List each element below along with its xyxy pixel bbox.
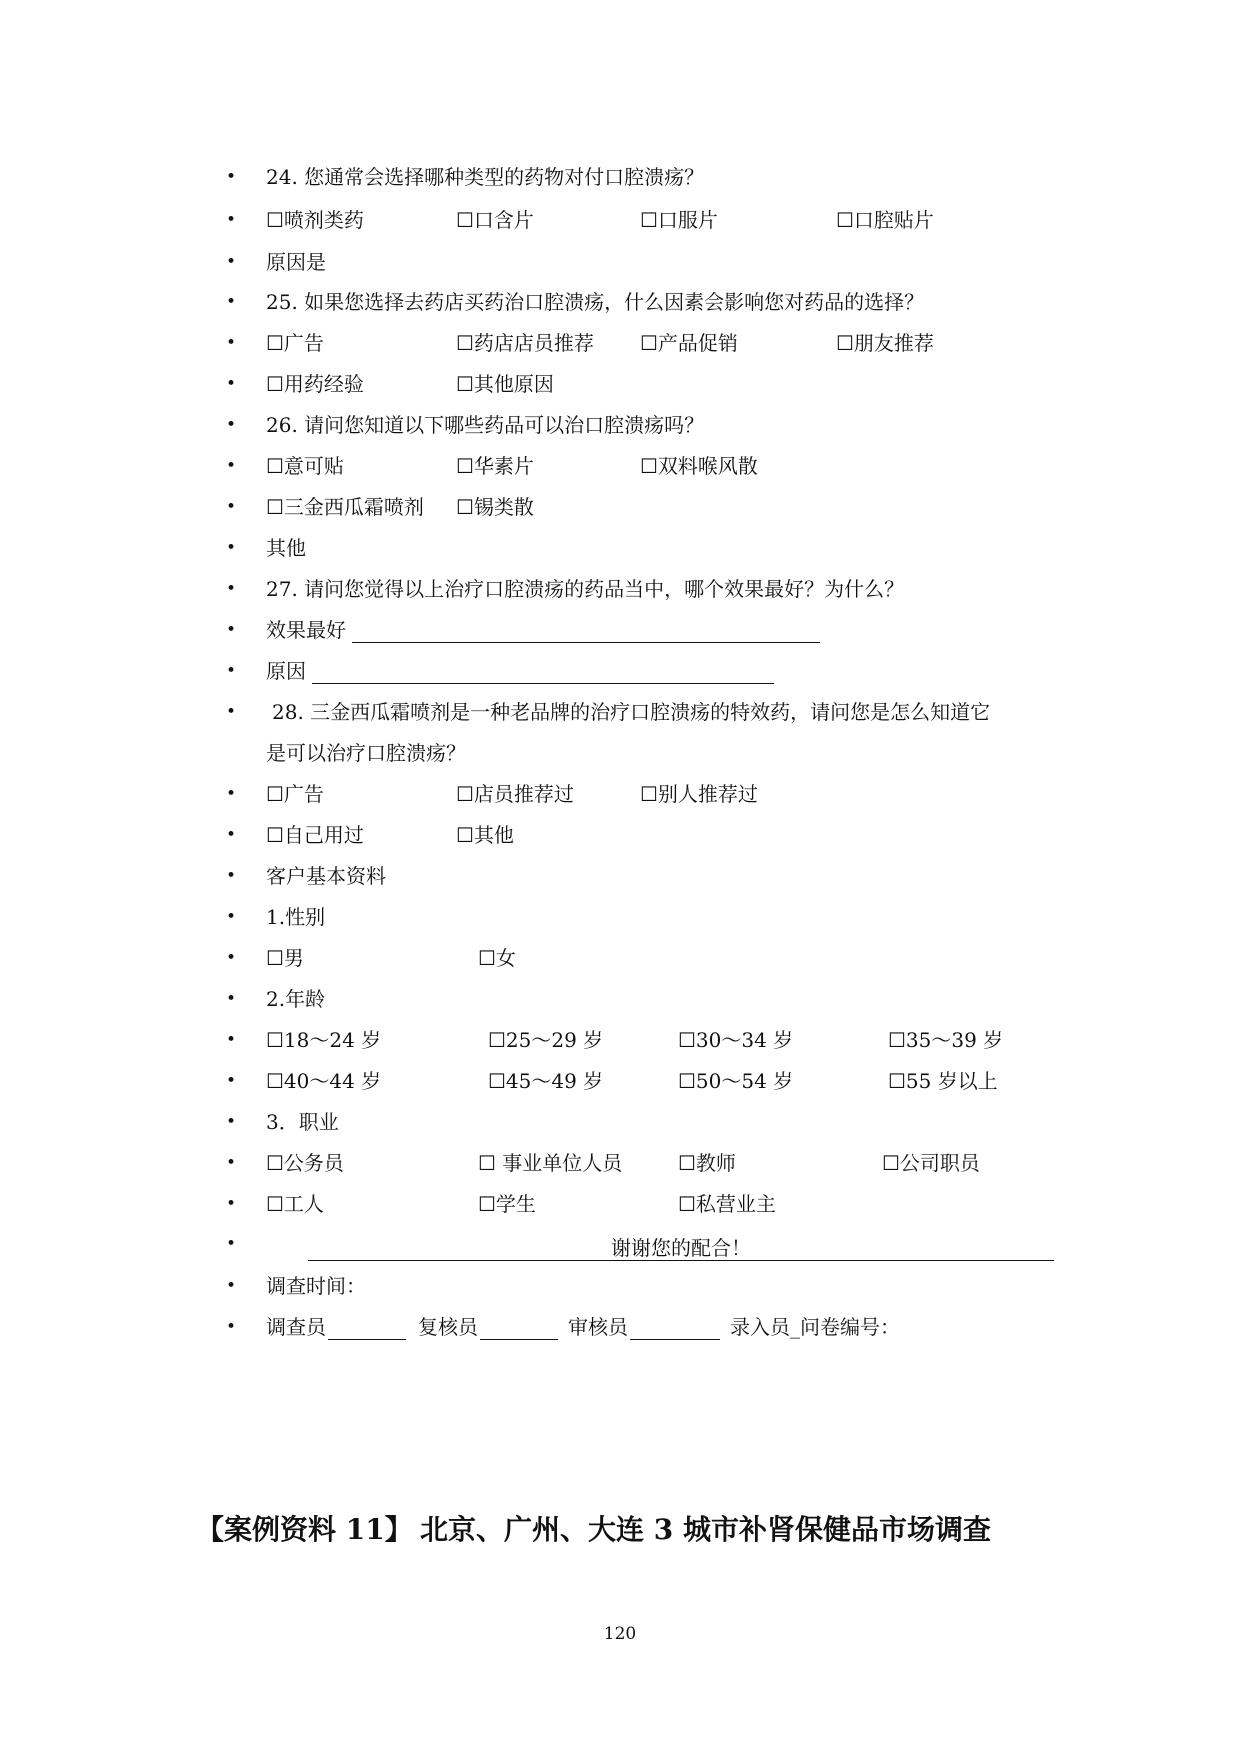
job-option-private-owner[interactable]: ☐私营业主	[678, 1192, 776, 1216]
bullet: •	[226, 948, 237, 968]
q27-best-answer-line[interactable]	[352, 616, 820, 643]
bullet: •	[226, 415, 237, 435]
q27-question-row	[226, 569, 1126, 609]
q26-other-row	[226, 528, 1126, 568]
bullet: •	[226, 1071, 237, 1091]
q27-reason-label: 原因	[266, 659, 306, 683]
gender-option-male[interactable]: ☐男	[266, 946, 304, 970]
job-label-row	[226, 1102, 1126, 1142]
surveyor-label: 调查员	[266, 1315, 326, 1339]
q26-option-xileisan[interactable]: ☐锡类散	[456, 495, 534, 519]
bullet: •	[226, 661, 237, 681]
job-option-civil-servant[interactable]: ☐公务员	[266, 1151, 344, 1175]
gender-label: 1.性别	[266, 905, 326, 929]
q24-reason-row	[226, 242, 1126, 282]
bullet: •	[226, 1112, 237, 1132]
job-option-teacher[interactable]: ☐教师	[678, 1151, 736, 1175]
q27-reason-answer-line[interactable]	[312, 657, 774, 684]
q28-option-ad[interactable]: ☐广告	[266, 782, 324, 806]
q26-option-yikatie[interactable]: ☐意可贴	[266, 454, 344, 478]
q24-question: 24. 您通常会选择哪种类型的药物对付口腔溃疡？	[266, 165, 705, 189]
q26-options-row-1	[226, 446, 1126, 486]
q24-reason-label: 原因是	[266, 250, 326, 274]
bullet: •	[226, 1153, 237, 1173]
q27-best-label: 效果最好	[266, 618, 346, 642]
job-option-student[interactable]: ☐学生	[478, 1192, 536, 1216]
q28-option-others-recommend[interactable]: ☐别人推荐过	[640, 782, 758, 806]
bullet: •	[226, 702, 237, 722]
q25-option-clerk[interactable]: ☐药店店员推荐	[456, 331, 594, 355]
q24-options-row	[226, 200, 1126, 240]
age-options-row-2	[226, 1061, 1126, 1101]
q28-options-row-1	[226, 774, 1126, 814]
job-label: 3．职业	[266, 1110, 339, 1134]
q26-question: 26. 请问您知道以下哪些药品可以治口腔溃疡吗？	[266, 413, 705, 437]
thanks-text: 谢谢您的配合！	[611, 1236, 751, 1260]
entry-clerk-label: 录入员_问卷编号：	[730, 1315, 900, 1339]
gender-options-row	[226, 938, 1126, 978]
q26-options-row-2	[226, 487, 1126, 527]
q25-question: 25. 如果您选择去药店买药治口腔溃疡，什么因素会影响您对药品的选择？	[266, 290, 925, 314]
age-label: 2.年龄	[266, 987, 326, 1011]
q25-question-row	[226, 282, 1126, 322]
bullet: •	[226, 784, 237, 804]
job-options-row-1	[226, 1143, 1126, 1183]
reviewer-label: 复核员	[418, 1315, 478, 1339]
q26-option-sanjin[interactable]: ☐三金西瓜霜喷剂	[266, 495, 424, 519]
bullet: •	[226, 1234, 237, 1254]
age-options-row-1	[226, 1020, 1126, 1060]
auditor-label: 审核员	[568, 1315, 628, 1339]
q28-option-used[interactable]: ☐自己用过	[266, 823, 364, 847]
age-option-35-39[interactable]: ☐35～39 岁	[888, 1028, 1004, 1052]
q28-question-row	[226, 692, 1126, 732]
bullet: •	[226, 907, 237, 927]
q25-option-promo[interactable]: ☐产品促销	[640, 331, 738, 355]
q25-option-friend[interactable]: ☐朋友推荐	[836, 331, 934, 355]
age-option-50-54[interactable]: ☐50～54 岁	[678, 1069, 794, 1093]
job-options-row-2	[226, 1184, 1126, 1224]
q25-option-experience[interactable]: ☐用药经验	[266, 372, 364, 396]
survey-time-row	[226, 1266, 1126, 1306]
reviewer-line[interactable]	[480, 1313, 558, 1340]
case-heading	[196, 1508, 1156, 1552]
q25-options-row-1	[226, 323, 1126, 363]
job-option-public-institution[interactable]: ☐ 事业单位人员	[478, 1151, 623, 1175]
bullet: •	[226, 989, 237, 1009]
age-option-25-29[interactable]: ☐25～29 岁	[488, 1028, 604, 1052]
q26-other-label: 其他	[266, 536, 306, 560]
bullet: •	[226, 579, 237, 599]
case-heading-tag: 【案例资料 11】	[196, 1513, 413, 1546]
q24-question-row	[226, 157, 1126, 197]
q28-options-row-2	[226, 815, 1126, 855]
bullet: •	[226, 497, 237, 517]
q24-option-spray[interactable]: ☐喷剂类药	[266, 208, 364, 232]
q24-option-patch[interactable]: ☐口腔贴片	[836, 208, 934, 232]
q28-option-other[interactable]: ☐其他	[456, 823, 514, 847]
q26-option-shuangliao[interactable]: ☐双料喉风散	[640, 454, 758, 478]
job-option-company-staff[interactable]: ☐公司职员	[882, 1151, 980, 1175]
q27-reason-row	[226, 651, 1126, 691]
q25-option-other[interactable]: ☐其他原因	[456, 372, 554, 396]
q24-option-oral-tablet[interactable]: ☐口服片	[640, 208, 718, 232]
age-option-55-plus[interactable]: ☐55 岁以上	[888, 1069, 998, 1093]
q28-option-clerk[interactable]: ☐店员推荐过	[456, 782, 574, 806]
q24-option-lozenge[interactable]: ☐口含片	[456, 208, 534, 232]
auditor-line[interactable]	[630, 1313, 720, 1340]
thanks-line	[308, 1228, 1054, 1261]
bullet: •	[226, 456, 237, 476]
bullet: •	[226, 1030, 237, 1050]
bullet: •	[226, 825, 237, 845]
customer-section-title: 客户基本资料	[266, 864, 386, 888]
age-option-30-34[interactable]: ☐30～34 岁	[678, 1028, 794, 1052]
age-option-40-44[interactable]: ☐40～44 岁	[266, 1069, 382, 1093]
gender-label-row	[226, 897, 1126, 937]
bullet: •	[226, 538, 237, 558]
bullet: •	[226, 252, 237, 272]
bullet: •	[226, 866, 237, 886]
bullet: •	[226, 374, 237, 394]
q27-best-row	[226, 610, 1126, 650]
bullet: •	[226, 210, 237, 230]
q27-question: 27. 请问您觉得以上治疗口腔溃疡的药品当中，哪个效果最好？为什么？	[266, 577, 905, 601]
bullet: •	[226, 292, 237, 312]
page-number: 120	[603, 1624, 637, 1644]
q28-question-line-1: 28. 三金西瓜霜喷剂是一种老品牌的治疗口腔溃疡的特效药，请问您是怎么知道它	[272, 700, 991, 724]
q25-option-ad[interactable]: ☐广告	[266, 331, 324, 355]
q26-option-huasupian[interactable]: ☐华素片	[456, 454, 534, 478]
bullet: •	[226, 1276, 237, 1296]
survey-time-label: 调查时间：	[266, 1274, 366, 1298]
job-option-worker[interactable]: ☐工人	[266, 1192, 324, 1216]
surveyor-line[interactable]	[328, 1313, 406, 1340]
bullet: •	[226, 333, 237, 353]
age-label-row	[226, 979, 1126, 1019]
bullet: •	[226, 1317, 237, 1337]
customer-section-row	[226, 856, 1126, 896]
age-option-18-24[interactable]: ☐18～24 岁	[266, 1028, 382, 1052]
case-heading-title: 北京、广州、大连 3 城市补肾保健品市场调查	[420, 1513, 991, 1546]
bullet: •	[226, 1194, 237, 1214]
q26-question-row	[226, 405, 1126, 445]
gender-option-female[interactable]: ☐女	[478, 946, 516, 970]
staff-row	[226, 1307, 1126, 1347]
thanks-row	[226, 1224, 1126, 1264]
q28-question-continuation	[226, 733, 1126, 773]
q28-question-line-2: 是可以治疗口腔溃疡？	[266, 741, 466, 765]
bullet: •	[226, 167, 237, 187]
q25-options-row-2	[226, 364, 1126, 404]
bullet: •	[226, 620, 237, 640]
age-option-45-49[interactable]: ☐45～49 岁	[488, 1069, 604, 1093]
